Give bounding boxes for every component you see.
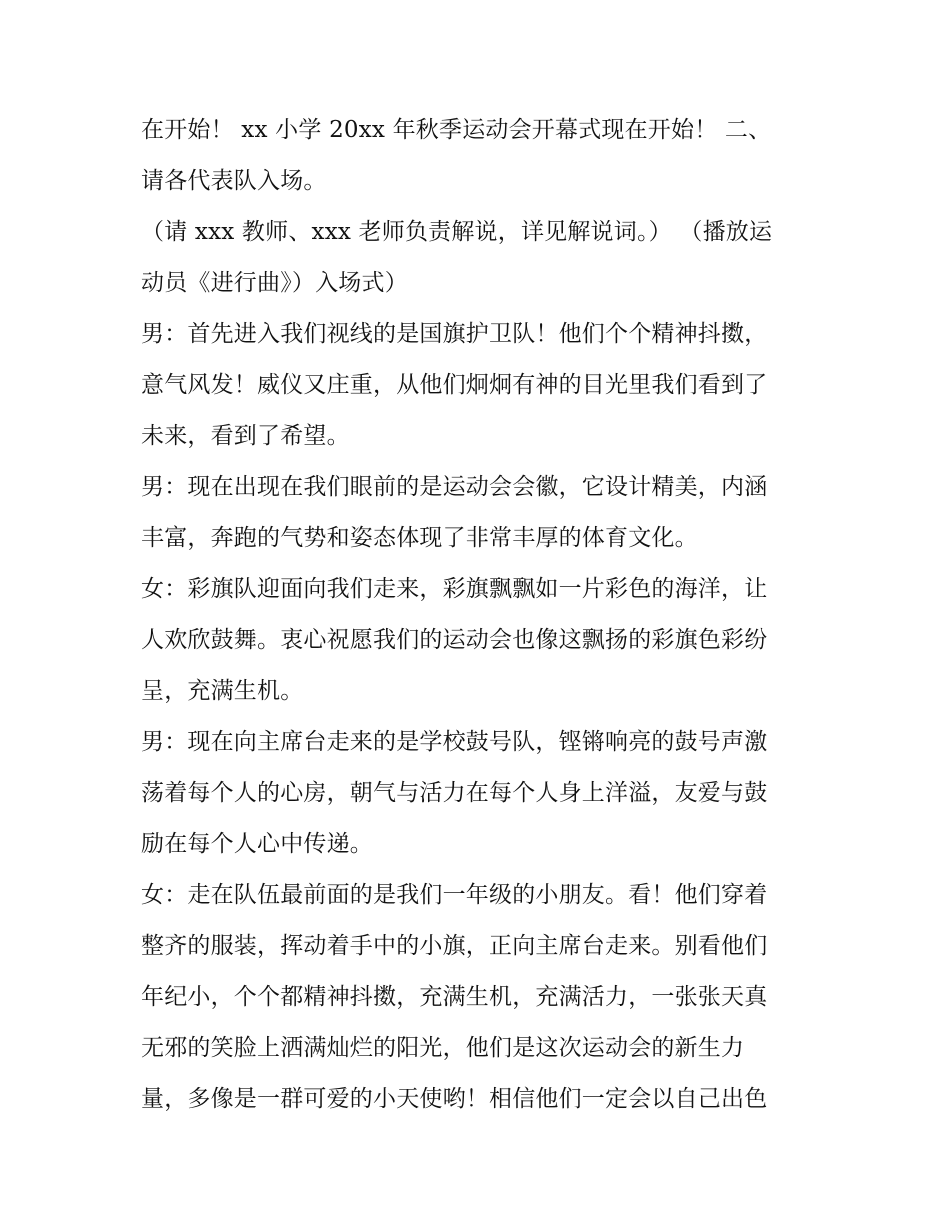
text-line: 量，多像是一群可爱的小天使哟！相信他们一定会以自己出色	[141, 1086, 768, 1112]
text-line: 在开始！ xx 小学 20xx 年秋季运动会开幕式现在开始！ 二、	[141, 117, 772, 143]
text-line: 呈，充满生机。	[141, 678, 304, 704]
text-line: 整齐的服装，挥动着手中的小旗，正向主席台走来。别看他们	[141, 933, 768, 959]
text-line: 年纪小，个个都精神抖擞，充满生机，充满活力，一张张天真	[141, 984, 768, 1010]
text-line: 动员《进行曲》）入场式）	[141, 270, 408, 296]
text-line: 无邪的笑脸上洒满灿烂的阳光，他们是这次运动会的新生力	[141, 1035, 745, 1061]
text-line: 男：首先进入我们视线的是国旗护卫队！他们个个精神抖擞，	[141, 321, 768, 347]
text-line: 请各代表队入场。	[141, 168, 327, 194]
text-line: 男：现在向主席台走来的是学校鼓号队，铿锵响亮的鼓号声激	[141, 729, 768, 755]
text-line: 励在每个人心中传递。	[141, 831, 373, 857]
text-line: 男：现在出现在我们眼前的是运动会会徽，它设计精美，内涵	[141, 474, 768, 500]
text-line: 女：走在队伍最前面的是我们一年级的小朋友。看！他们穿着	[141, 882, 768, 908]
text-line: 女：彩旗队迎面向我们走来，彩旗飘飘如一片彩色的海洋，让	[141, 576, 768, 602]
text-line: 意气风发！威仪又庄重，从他们炯炯有神的目光里我们看到了	[141, 372, 768, 398]
text-line: 人欢欣鼓舞。衷心祝愿我们的运动会也像这飘扬的彩旗色彩纷	[141, 627, 768, 653]
text-line: （请 xxx 教师、xxx 老师负责解说，详见解说词。） （播放运	[141, 219, 773, 245]
text-line: 荡着每个人的心房，朝气与活力在每个人身上洋溢，友爱与鼓	[141, 780, 768, 806]
text-line: 未来，看到了希望。	[141, 423, 350, 449]
text-line: 丰富，奔跑的气势和姿态体现了非常丰厚的体育文化。	[141, 525, 698, 551]
